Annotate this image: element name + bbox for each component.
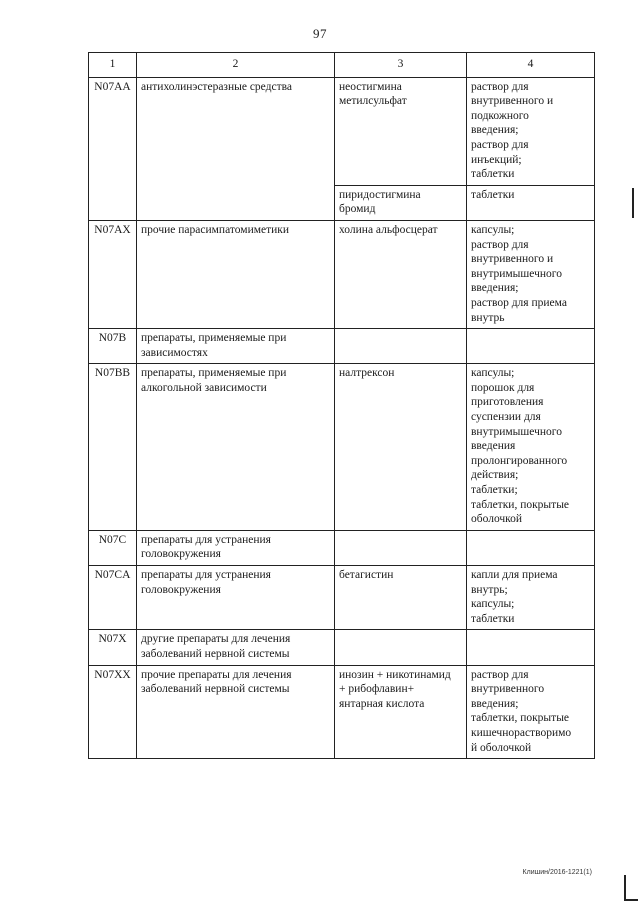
group-name-cell <box>137 566 335 630</box>
atc-code-cell: N07X <box>89 630 137 665</box>
drug-name-cell <box>335 185 467 220</box>
dosage-form-line: подкожного <box>471 109 529 122</box>
dosage-form-line: капсулы; <box>471 367 515 380</box>
drug-name-line: пиридостигмина <box>339 188 421 201</box>
group-name-cell <box>137 630 335 665</box>
page-number: 97 <box>313 26 327 41</box>
drug-name-cell <box>335 329 467 364</box>
atc-code-cell: N07XX <box>89 665 137 759</box>
dosage-form-line: действия; <box>471 469 519 482</box>
dosage-form-line: введения; <box>471 697 519 710</box>
dosage-form-line: внутрь; <box>471 583 508 596</box>
table-row <box>89 364 595 531</box>
table-row <box>89 530 595 565</box>
dosage-form-line: таблетки, покрытые <box>471 498 570 511</box>
drug-name-cell <box>335 364 467 531</box>
atc-code-cell: N07B <box>89 329 137 364</box>
dosage-form-line: таблетки, покрытые <box>471 712 570 725</box>
table-header-row <box>89 53 595 78</box>
dosage-form-line: раствор для приема <box>471 296 567 309</box>
table-row <box>89 566 595 630</box>
dosage-form-line: капли для приема <box>471 569 558 581</box>
dosage-form-line: капсулы; <box>471 223 515 236</box>
dosage-form-line: раствор для <box>471 238 529 251</box>
group-name-cell <box>137 329 335 364</box>
group-name-line: препараты для устранения <box>141 533 271 546</box>
group-name-line: антихолинэстеразные средства <box>141 80 292 93</box>
drug-name-cell <box>335 220 467 328</box>
group-name-line: другие препараты для лечения <box>141 633 291 646</box>
atc-code-cell: N07AA <box>89 77 137 220</box>
group-name-cell <box>137 530 335 565</box>
drug-name-line: янтарная кислота <box>339 697 425 710</box>
drug-name-cell <box>335 566 467 630</box>
dosage-form-line: й оболочкой <box>471 741 532 754</box>
group-name-cell <box>137 77 335 220</box>
dosage-form-cell <box>467 329 595 364</box>
drug-classification-table <box>88 52 595 759</box>
drug-name-cell <box>335 530 467 565</box>
group-name-line: головокружения <box>141 583 221 596</box>
dosage-form-line: введения; <box>471 124 519 137</box>
group-name-line: прочие парасимпатомиметики <box>141 223 290 236</box>
group-name-line: прочие препараты для лечения <box>141 668 292 681</box>
dosage-form-line: инъекций; <box>471 153 522 166</box>
group-name-cell <box>137 364 335 531</box>
dosage-form-line: пролонгированного <box>471 454 568 467</box>
table-row <box>89 630 595 665</box>
dosage-form-cell <box>467 220 595 328</box>
group-name-line: зависимостях <box>141 346 208 359</box>
dosage-form-line: введения <box>471 440 516 453</box>
drug-name-line: бромид <box>339 203 376 216</box>
dosage-form-line: оболочкой <box>471 513 523 526</box>
dosage-form-line: таблетки <box>471 612 515 625</box>
dosage-form-cell <box>467 185 595 220</box>
dosage-form-line: внутримышечного <box>471 267 562 280</box>
dosage-form-cell <box>467 566 595 630</box>
drug-name-line: инозин + никотинамид <box>339 668 451 681</box>
dosage-form-line: суспензии для <box>471 411 541 424</box>
atc-code-cell: N07CA <box>89 566 137 630</box>
drug-name-cell <box>335 665 467 759</box>
atc-code-cell: N07BB <box>89 364 137 531</box>
group-name-line: головокружения <box>141 548 221 561</box>
atc-code-cell: N07C <box>89 530 137 565</box>
drug-name-line: неостигмина <box>339 80 402 93</box>
atc-code-cell: N07AX <box>89 220 137 328</box>
group-name-cell <box>137 220 335 328</box>
dosage-form-line: капсулы; <box>471 598 515 611</box>
group-name-line: препараты, применяемые при <box>141 332 287 345</box>
group-name-line: заболеваний нервной системы <box>141 647 290 660</box>
table-row <box>89 220 595 328</box>
dosage-form-line: внутривенного <box>471 683 545 696</box>
dosage-form-line: внутрь <box>471 311 505 324</box>
group-name-cell <box>137 665 335 759</box>
drug-name-line: + рибофлавин+ <box>339 683 415 696</box>
drug-name-line: холина альфосцерат <box>339 223 438 236</box>
table-row <box>89 665 595 759</box>
group-name-line: алкогольной зависимости <box>141 381 267 394</box>
header-col-3: 3 <box>335 53 467 78</box>
table-row <box>89 329 595 364</box>
dosage-form-line: таблетки; <box>471 484 518 497</box>
dosage-form-cell <box>467 77 595 185</box>
dosage-form-line: таблетки <box>471 188 515 201</box>
group-name-line: препараты для устранения <box>141 569 271 581</box>
dosage-form-line: таблетки <box>471 168 515 181</box>
header-col-1: 1 <box>89 53 137 78</box>
document-reference-code: Клишин/2016-1221(1) <box>522 869 592 876</box>
table-body <box>89 77 595 759</box>
dosage-form-line: раствор для <box>471 80 529 93</box>
dosage-form-cell <box>467 630 595 665</box>
header-col-2: 2 <box>137 53 335 78</box>
dosage-form-line: введения; <box>471 282 519 295</box>
group-name-line: заболеваний нервной системы <box>141 683 290 696</box>
drug-name-cell <box>335 630 467 665</box>
dosage-form-line: приготовления <box>471 396 544 409</box>
dosage-form-line: внутривенного и <box>471 253 554 266</box>
dosage-form-cell <box>467 364 595 531</box>
drug-name-line: метилсульфат <box>339 95 407 108</box>
dosage-form-line: раствор для <box>471 668 529 681</box>
drug-name-line: налтрексон <box>339 367 395 380</box>
scan-corner-mark <box>624 875 626 901</box>
dosage-form-line: раствор для <box>471 138 529 151</box>
dosage-form-line: внутримышечного <box>471 425 562 438</box>
table-row <box>89 77 595 185</box>
scan-corner-mark <box>624 899 638 901</box>
group-name-line: препараты, применяемые при <box>141 367 287 380</box>
drug-name-line: бетагистин <box>339 569 394 581</box>
drug-name-cell <box>335 77 467 185</box>
dosage-form-cell <box>467 665 595 759</box>
scan-edge-mark <box>632 188 634 218</box>
header-col-4: 4 <box>467 53 595 78</box>
dosage-form-line: внутривенного и <box>471 95 554 108</box>
dosage-form-line: кишечнорастворимо <box>471 726 572 739</box>
dosage-form-cell <box>467 530 595 565</box>
dosage-form-line: порошок для <box>471 381 535 394</box>
